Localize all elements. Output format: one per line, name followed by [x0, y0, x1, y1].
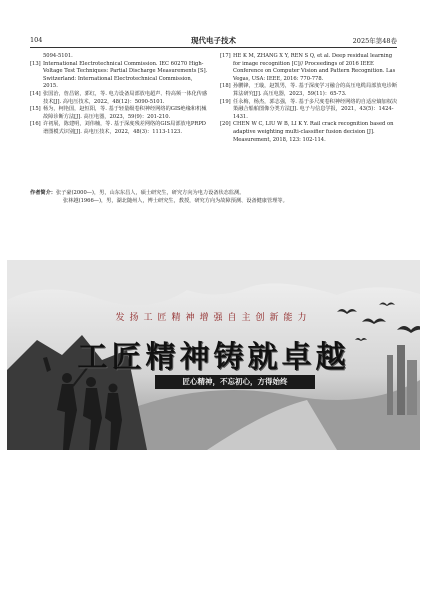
reference-number: [13] [30, 60, 41, 67]
reference-text: 杨为，柯艳国，赵恒阳，等. 基于轻量级卷积神经网络的GIS绝缘和机械故障诊断方法[J]. 高压电器，2023，59(9)：201-210. [43, 106, 207, 120]
reference-number: [17] [220, 53, 231, 59]
issue-label: 2025年第48卷 [352, 37, 397, 45]
reference-item [30, 91, 208, 106]
author-note-line2: 张林越(1966—)，男，湖北随州人，博士研究生，教授，研究方向为故障预测、设备健康管理等。 [63, 198, 288, 204]
page-number: 104 [30, 36, 43, 44]
reference-text: 张国治，詹昌铭，郭红，等. 电力设备局部放电超声、特高频一体化传感技术[J]. 高电压技术，2022，48(12)：5090-5101. [43, 90, 208, 105]
references-left-column [30, 53, 208, 137]
banner-slogan: 发扬工匠精神增强自主创新能力 [115, 313, 312, 323]
reference-number: [20] [220, 121, 231, 128]
reference-text: HE K M, ZHANG X Y, REN S Q, et al. Deep residual learning for image recognition [C]// Proceedings of 2016 IEEE Conference on Computer Vision and Pattern Recognition. Las Vegas, USA: IEEE, 2016: 770-778. [233, 53, 396, 82]
author-note-line1: 张子豪(2000—)，男，山东东昌人，硕士研究生，研究方向为电力设备状态监测。 [55, 190, 245, 196]
reference-number: [15] [30, 106, 41, 113]
worker-head [109, 384, 118, 393]
reference-text: 5094-5101. [43, 53, 73, 59]
reference-item [220, 83, 398, 98]
worker-head [86, 377, 96, 387]
reference-text: 孙鹏锋，王璇，赵凯男，等. 基于深度学习融合的高压电缆局部放电诊断算法研究[J]. 高压电器，2023，59(11)：65-73. [233, 83, 398, 97]
reference-item [30, 106, 208, 121]
reference-item [220, 53, 398, 83]
reference-item [30, 121, 208, 136]
banner-subtitle: 匠心精神，不忘初心，方得始终 [155, 375, 315, 389]
author-note-row [30, 189, 397, 197]
reference-number: [19] [220, 98, 231, 105]
reference-item [220, 99, 398, 122]
author-note-label: 作者简介： [30, 190, 56, 196]
reference-text: 许初展，陈建明，刘伟楠，等. 基于深度残差网络的GIS局部放电PRPD谱图模式识别[J]. 高电压技术，2022，48(3)：1113-1123. [43, 121, 206, 135]
decorative-banner [7, 260, 420, 450]
reference-number: [14] [30, 90, 41, 97]
reference-text: 任永梅，杨杰，郭志强，等. 基于多尺度卷积神经网络的自适应熵加权决策融合船舶图像分类方法[J]. 电子与信息学报，2021，43(5)：1424-1431. [233, 98, 398, 120]
references-right-column [220, 53, 398, 144]
reference-number: [18] [220, 83, 231, 90]
author-note [30, 189, 397, 205]
reference-item [220, 121, 398, 144]
reference-text: International Electrotechnical Commission. IEC 60270 High-Voltage Test Techniques: Partial Discharge Measurements [S]. Switzerland: International Electrotechnical Commission, 2015. [43, 60, 208, 90]
reference-item [30, 53, 208, 61]
header-rule [30, 47, 397, 48]
reference-number: [16] [30, 121, 41, 128]
banner-title: 工匠精神铸就卓越 [77, 340, 350, 375]
journal-title: 现代电子技术 [191, 36, 236, 45]
reference-item [30, 61, 208, 91]
reference-text: CHEN W C, LIU W B, LI K Y. Rail crack recognition based on adaptive weighting multi-classifier fusion decision [J]. Measurement, 2018, 123: 102-114. [233, 121, 394, 143]
